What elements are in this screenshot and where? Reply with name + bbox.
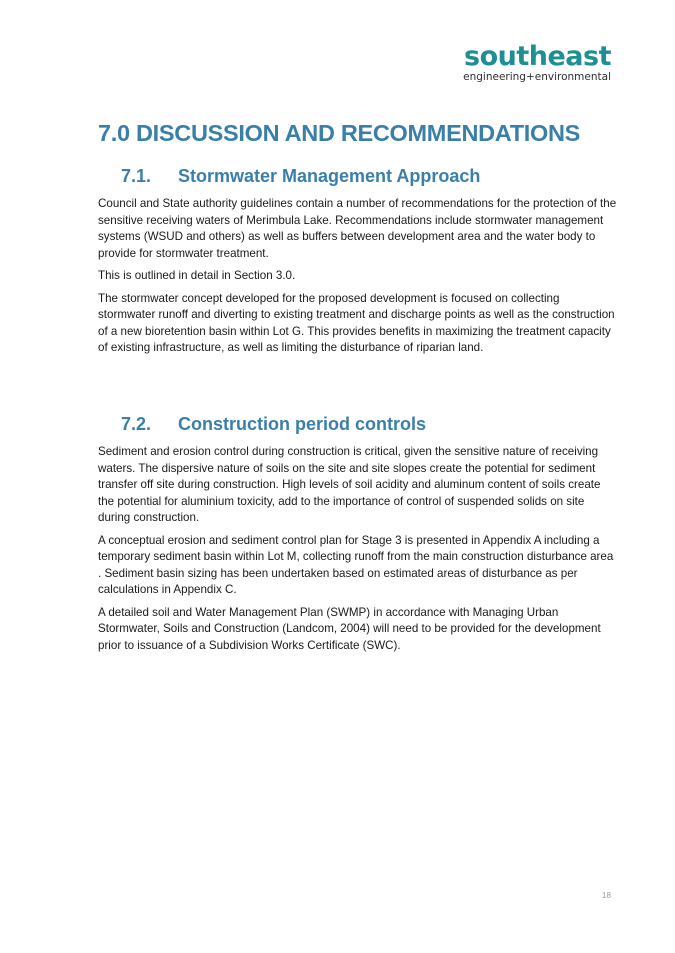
company-logo (463, 42, 611, 83)
logo-tagline: engineering+environmental (463, 71, 611, 83)
section-heading-7-1 (121, 166, 480, 187)
logo-name: southeast (464, 41, 611, 72)
paragraph: A conceptual erosion and sediment control plan for Stage 3 is presented in Appendix A including a temporary sediment basin within Lot M, collecting runoff from the main construction disturbance area . Sediment basin sizing has been undertaken based on estimated areas of disturbance as per calculations in Appendix C. (98, 533, 614, 596)
section-title: Stormwater Management Approach (178, 166, 481, 186)
chapter-heading: 7.0 DISCUSSION AND RECOMMENDATIONS (98, 120, 581, 146)
paragraph: This is outlined in detail in Section 3.0. (98, 269, 296, 282)
section-heading-7-2 (121, 414, 426, 435)
section-body-7-1 (98, 196, 618, 363)
section-title: Construction period controls (178, 414, 427, 434)
paragraph: Council and State authority guidelines contain a number of recommendations for the protection of the sensitive receiving waters of Merimbula Lake. Recommendations include stormwater management systems (WSUD and others) as well as buffers between development area and the water body to provide for stormwater treatment. (98, 197, 617, 260)
paragraph: The stormwater concept developed for the proposed development is focused on collecting stormwater runoff and diverting to existing treatment and discharge points as well as the construction of a new bioretention basin within Lot G. This provides benefits in maximizing the treatment capacity of existing infrastructure, as well as limiting the disturbance of riparian land. (98, 291, 615, 354)
paragraph: A detailed soil and Water Management Plan (SWMP) in accordance with Managing Urban Stormwater, Soils and Construction (Landcom, 2004) will need to be provided for the development prior to issuance of a Subdivision Works Certificate (SWC). (98, 605, 601, 652)
page-number: 18 (602, 891, 611, 900)
section-body-7-2 (98, 444, 618, 660)
section-number: 7.1. (121, 166, 152, 186)
section-number: 7.2. (121, 414, 152, 434)
paragraph: Sediment and erosion control during construction is critical, given the sensitive nature of receiving waters. The dispersive nature of soils on the site and site slopes create the potential for sediment transfer off site during construction. High levels of soil acidity and aluminum content of soils create the potential for aluminium toxicity, add to the importance of control of suspended solids on site during construction. (98, 445, 601, 524)
